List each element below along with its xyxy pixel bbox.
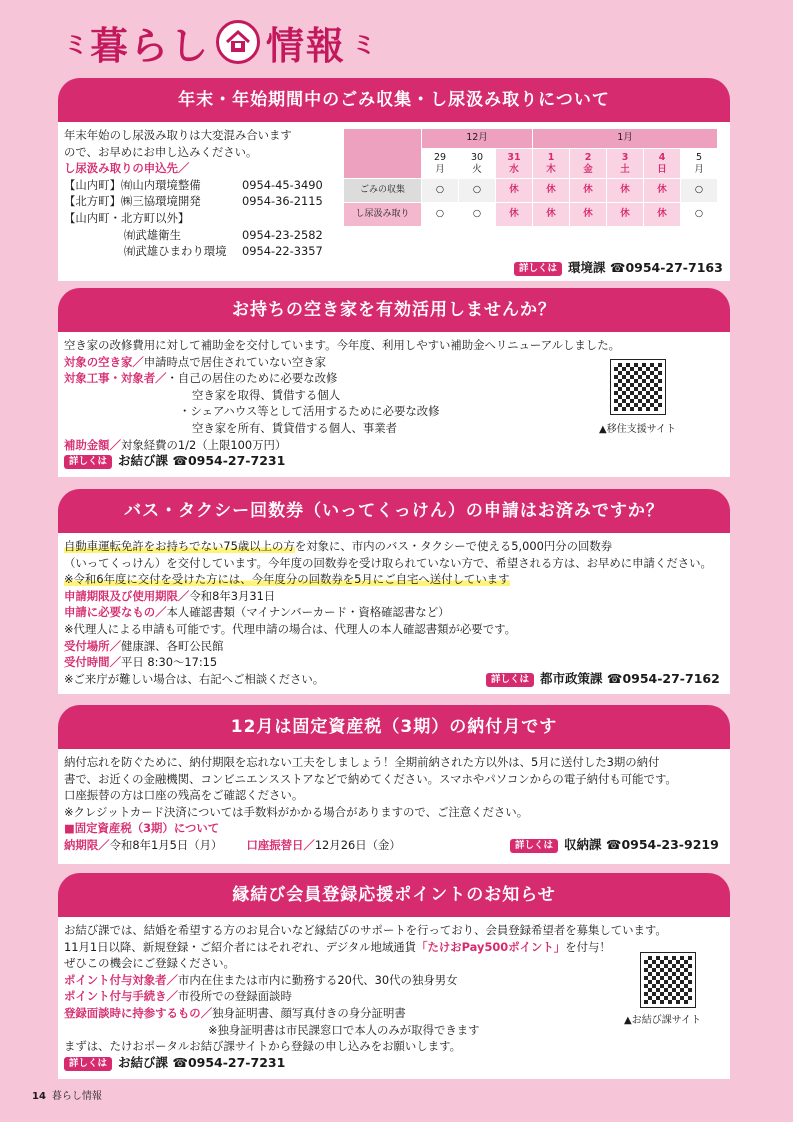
provider-row: 【山内町】㈲山内環境整備 0954-45-3490 xyxy=(64,177,323,192)
contact-phone: 収納課 ☎0954-23-9219 xyxy=(564,837,719,852)
schedule-cell: ○ xyxy=(459,203,496,227)
body-line: ポイント付与手続き／市役所での登録面談時 xyxy=(64,989,292,1004)
body-line: ※独身証明書は市民課窓口で本人のみが取得できます xyxy=(208,1022,480,1037)
section-body xyxy=(58,122,730,281)
decoration-right: ミ xyxy=(352,30,373,59)
section-heading: お持ちの空き家を有効活用しませんか？ xyxy=(58,288,730,332)
schedule-cell: ○ xyxy=(422,203,459,227)
day-header: 30 火 xyxy=(459,149,496,179)
qr-caption: ▲移住支援サイト xyxy=(599,424,676,435)
body-line: 対象の空き家／申請時点で居住されていない空き家 xyxy=(64,354,327,369)
body-line: 空き家を所有、賃貸借する個人、事業者 xyxy=(192,420,398,435)
schedule-cell: 休 xyxy=(607,203,644,227)
day-header: 3 土 xyxy=(607,149,644,179)
schedule-cell: 休 xyxy=(533,203,570,227)
day-header: 29 月 xyxy=(422,149,459,179)
contact-row xyxy=(486,671,720,688)
page-header xyxy=(58,14,378,70)
body-line: 受付時間／平日 8:30～17:15 xyxy=(64,655,218,670)
page-title-part2: 情報 xyxy=(266,23,347,68)
section-heading: 12月は固定資産税（3期）の納付月です xyxy=(58,705,730,749)
intro-line: ので、お早めにお申し込みください。 xyxy=(64,144,258,159)
body-line: 登録面談時に持参するもの／独身証明書、顔写真付きの身分証明書 xyxy=(64,1005,406,1020)
details-badge: 詳しくは xyxy=(510,839,558,853)
qr-code-image[interactable] xyxy=(611,360,665,414)
body-line: お結び課では、結婚を希望する方のお見合いなど縁結びのサポートを行っており、会員登録希望者を募集しています。 xyxy=(64,923,667,937)
schedule-cell: ○ xyxy=(459,179,496,203)
page-footer xyxy=(32,1087,102,1102)
body-line: ・シェアハウス等として活用するために必要な改修 xyxy=(179,404,440,419)
body-line: ※代理人による申請も可能です。代理申請の場合は、代理人の本人確認書類が必要です。 xyxy=(64,621,516,636)
details-badge: 詳しくは xyxy=(486,673,534,687)
section-body xyxy=(58,749,730,864)
details-badge: 詳しくは xyxy=(64,1057,112,1071)
section-vacant-house xyxy=(58,288,730,477)
contact-phone: 都市政策課 ☎0954-27-7162 xyxy=(540,671,720,686)
section-body xyxy=(58,533,730,694)
body-line: 空き家を取得、賃借する個人 xyxy=(192,387,341,402)
contact-row xyxy=(64,453,724,470)
body-line: 11月1日以降、新規登録・ご紹介者にはそれぞれ、デジタル地域通貨「たけおPay500ポイント」を付与！ xyxy=(64,939,611,954)
schedule-table xyxy=(343,128,718,227)
section-heading: 縁結び会員登録応援ポイントのお知らせ xyxy=(58,873,730,917)
row-label: し尿汲み取り xyxy=(344,203,422,227)
section-garbage-collection xyxy=(58,78,730,281)
body-line: 受付場所／健康課、各町公民館 xyxy=(64,638,224,653)
contact-row xyxy=(510,837,719,854)
schedule-cell: ○ xyxy=(422,179,459,203)
section-heading: 年末・年始期間中のごみ収集・し尿汲み取りについて xyxy=(58,78,730,122)
body-line: 対象工事・対象者／・自己の居住のために必要な改修 xyxy=(64,371,338,386)
schedule-cell: 休 xyxy=(644,179,681,203)
schedule-cell: 休 xyxy=(496,179,533,203)
body-line: 納期限／令和8年1月5日（月） 口座振替日／12月26日（金） xyxy=(64,837,401,852)
schedule-cell: 休 xyxy=(533,179,570,203)
details-badge: 詳しくは xyxy=(514,262,562,276)
day-header: 2 金 xyxy=(570,149,607,179)
page-title-part1: 暮らし xyxy=(90,23,211,68)
body-line: ※クレジットカード決済については手数料がかかる場合がありますので、ご注意ください。 xyxy=(64,804,529,819)
schedule-cell: 休 xyxy=(496,203,533,227)
section-body xyxy=(58,332,730,477)
schedule-cell: 休 xyxy=(607,179,644,203)
body-line: 申請に必要なもの／本人確認書類（マイナンバーカード・資格確認書など） xyxy=(64,605,450,620)
contact-row xyxy=(514,260,723,277)
provider-row: 【北方町】㈱三協環境開発 0954-36-2115 xyxy=(64,194,323,209)
contact-phone: お結び課 ☎0954-27-7231 xyxy=(118,1054,286,1070)
intro-line: 年末年始のし尿汲み取りは大変混み合います xyxy=(64,128,292,142)
section-matchmaking-points xyxy=(58,873,730,1079)
footer-section-name: 暮らし情報 xyxy=(51,1091,102,1102)
month-header: 12月 xyxy=(422,129,533,149)
body-line: 口座振替の方は口座の残高をご確認ください。 xyxy=(64,788,304,803)
body-line: 自動車運転免許をお持ちでない75歳以上の方を対象に、市内のバス・タクシーで使える5,000円分の回数券 xyxy=(64,539,613,553)
qr-code-image[interactable] xyxy=(641,953,695,1007)
day-header: 4 日 xyxy=(644,149,681,179)
body-line: まずは、たけおポータルお結び課サイトから登録の申し込みをお願いします。 xyxy=(64,1039,461,1054)
body-line: （いってくっけん）を交付しています。今年度の回数券を受け取られていない方で、希望される方は、お早めに申請ください。 xyxy=(64,555,712,570)
contact-phone: 環境課 ☎0954-27-7163 xyxy=(568,260,723,275)
body-line: ※令和6年度に交付を受けた方には、今年度分の回数券を5月にご自宅へ送付しています xyxy=(64,572,510,587)
decoration-left: ミ xyxy=(64,30,84,59)
body-line: ポイント付与対象者／市内在住または市内に勤務する20代、30代の独身男女 xyxy=(64,972,458,987)
day-header: 31 水 xyxy=(496,149,533,179)
schedule-cell: 休 xyxy=(570,179,607,203)
row-label: ごみの収集 xyxy=(344,179,422,203)
section-heading: バス・タクシー回数券（いってくっけん）の申請はお済みですか？ xyxy=(58,489,730,533)
month-header: 1月 xyxy=(533,129,718,149)
section-property-tax xyxy=(58,705,730,864)
section-taxi-ticket xyxy=(58,489,730,694)
body-line: ■固定資産税（3期）について xyxy=(64,821,220,836)
body-line: 補助金額／対象経費の1/2（上限100万円） xyxy=(64,437,287,452)
apply-label: し尿汲み取りの申込先／ xyxy=(64,161,190,176)
contact-row xyxy=(64,1055,724,1072)
house-icon xyxy=(216,20,260,64)
day-header: 1 木 xyxy=(533,149,570,179)
body-line: 納付忘れを防ぐために、納付期限を忘れない工夫をしましょう！全期前納された方以外は、5月に送付した3期の納付 xyxy=(64,755,660,769)
page-number: 14 xyxy=(32,1091,46,1102)
details-badge: 詳しくは xyxy=(64,455,112,469)
provider-row: ㈲武雄衛生 0954-23-2582 xyxy=(124,227,323,242)
body-line: 書で、お近くの金融機関、コンビニエンスストアなどで納めてください。スマホやパソコンからの電子納付も可能です。 xyxy=(64,771,677,786)
body-line: 空き家の改修費用に対して補助金を交付しています。今年度、利用しやすい補助金へリニューアルしました。 xyxy=(64,338,620,352)
schedule-cell: 休 xyxy=(570,203,607,227)
body-line: ※ご来庁が難しい場合は、右記へご相談ください。 xyxy=(64,671,325,686)
contact-phone: お結び課 ☎0954-27-7231 xyxy=(118,453,286,469)
provider-row: 【山内町・北方町以外】 xyxy=(64,210,190,225)
schedule-cell: ○ xyxy=(681,203,718,227)
schedule-cell: ○ xyxy=(681,179,718,203)
provider-row: ㈲武雄ひまわり環境 0954-22-3357 xyxy=(124,244,323,259)
body-line: 申請期限及び使用期限／令和8年3月31日 xyxy=(64,588,276,603)
day-header: 5 月 xyxy=(681,149,718,179)
section-body xyxy=(58,917,730,1079)
qr-caption: ▲お結び課サイト xyxy=(624,1015,701,1026)
body-line: ぜひこの機会にご登録ください。 xyxy=(64,956,235,971)
schedule-cell: 休 xyxy=(644,203,681,227)
